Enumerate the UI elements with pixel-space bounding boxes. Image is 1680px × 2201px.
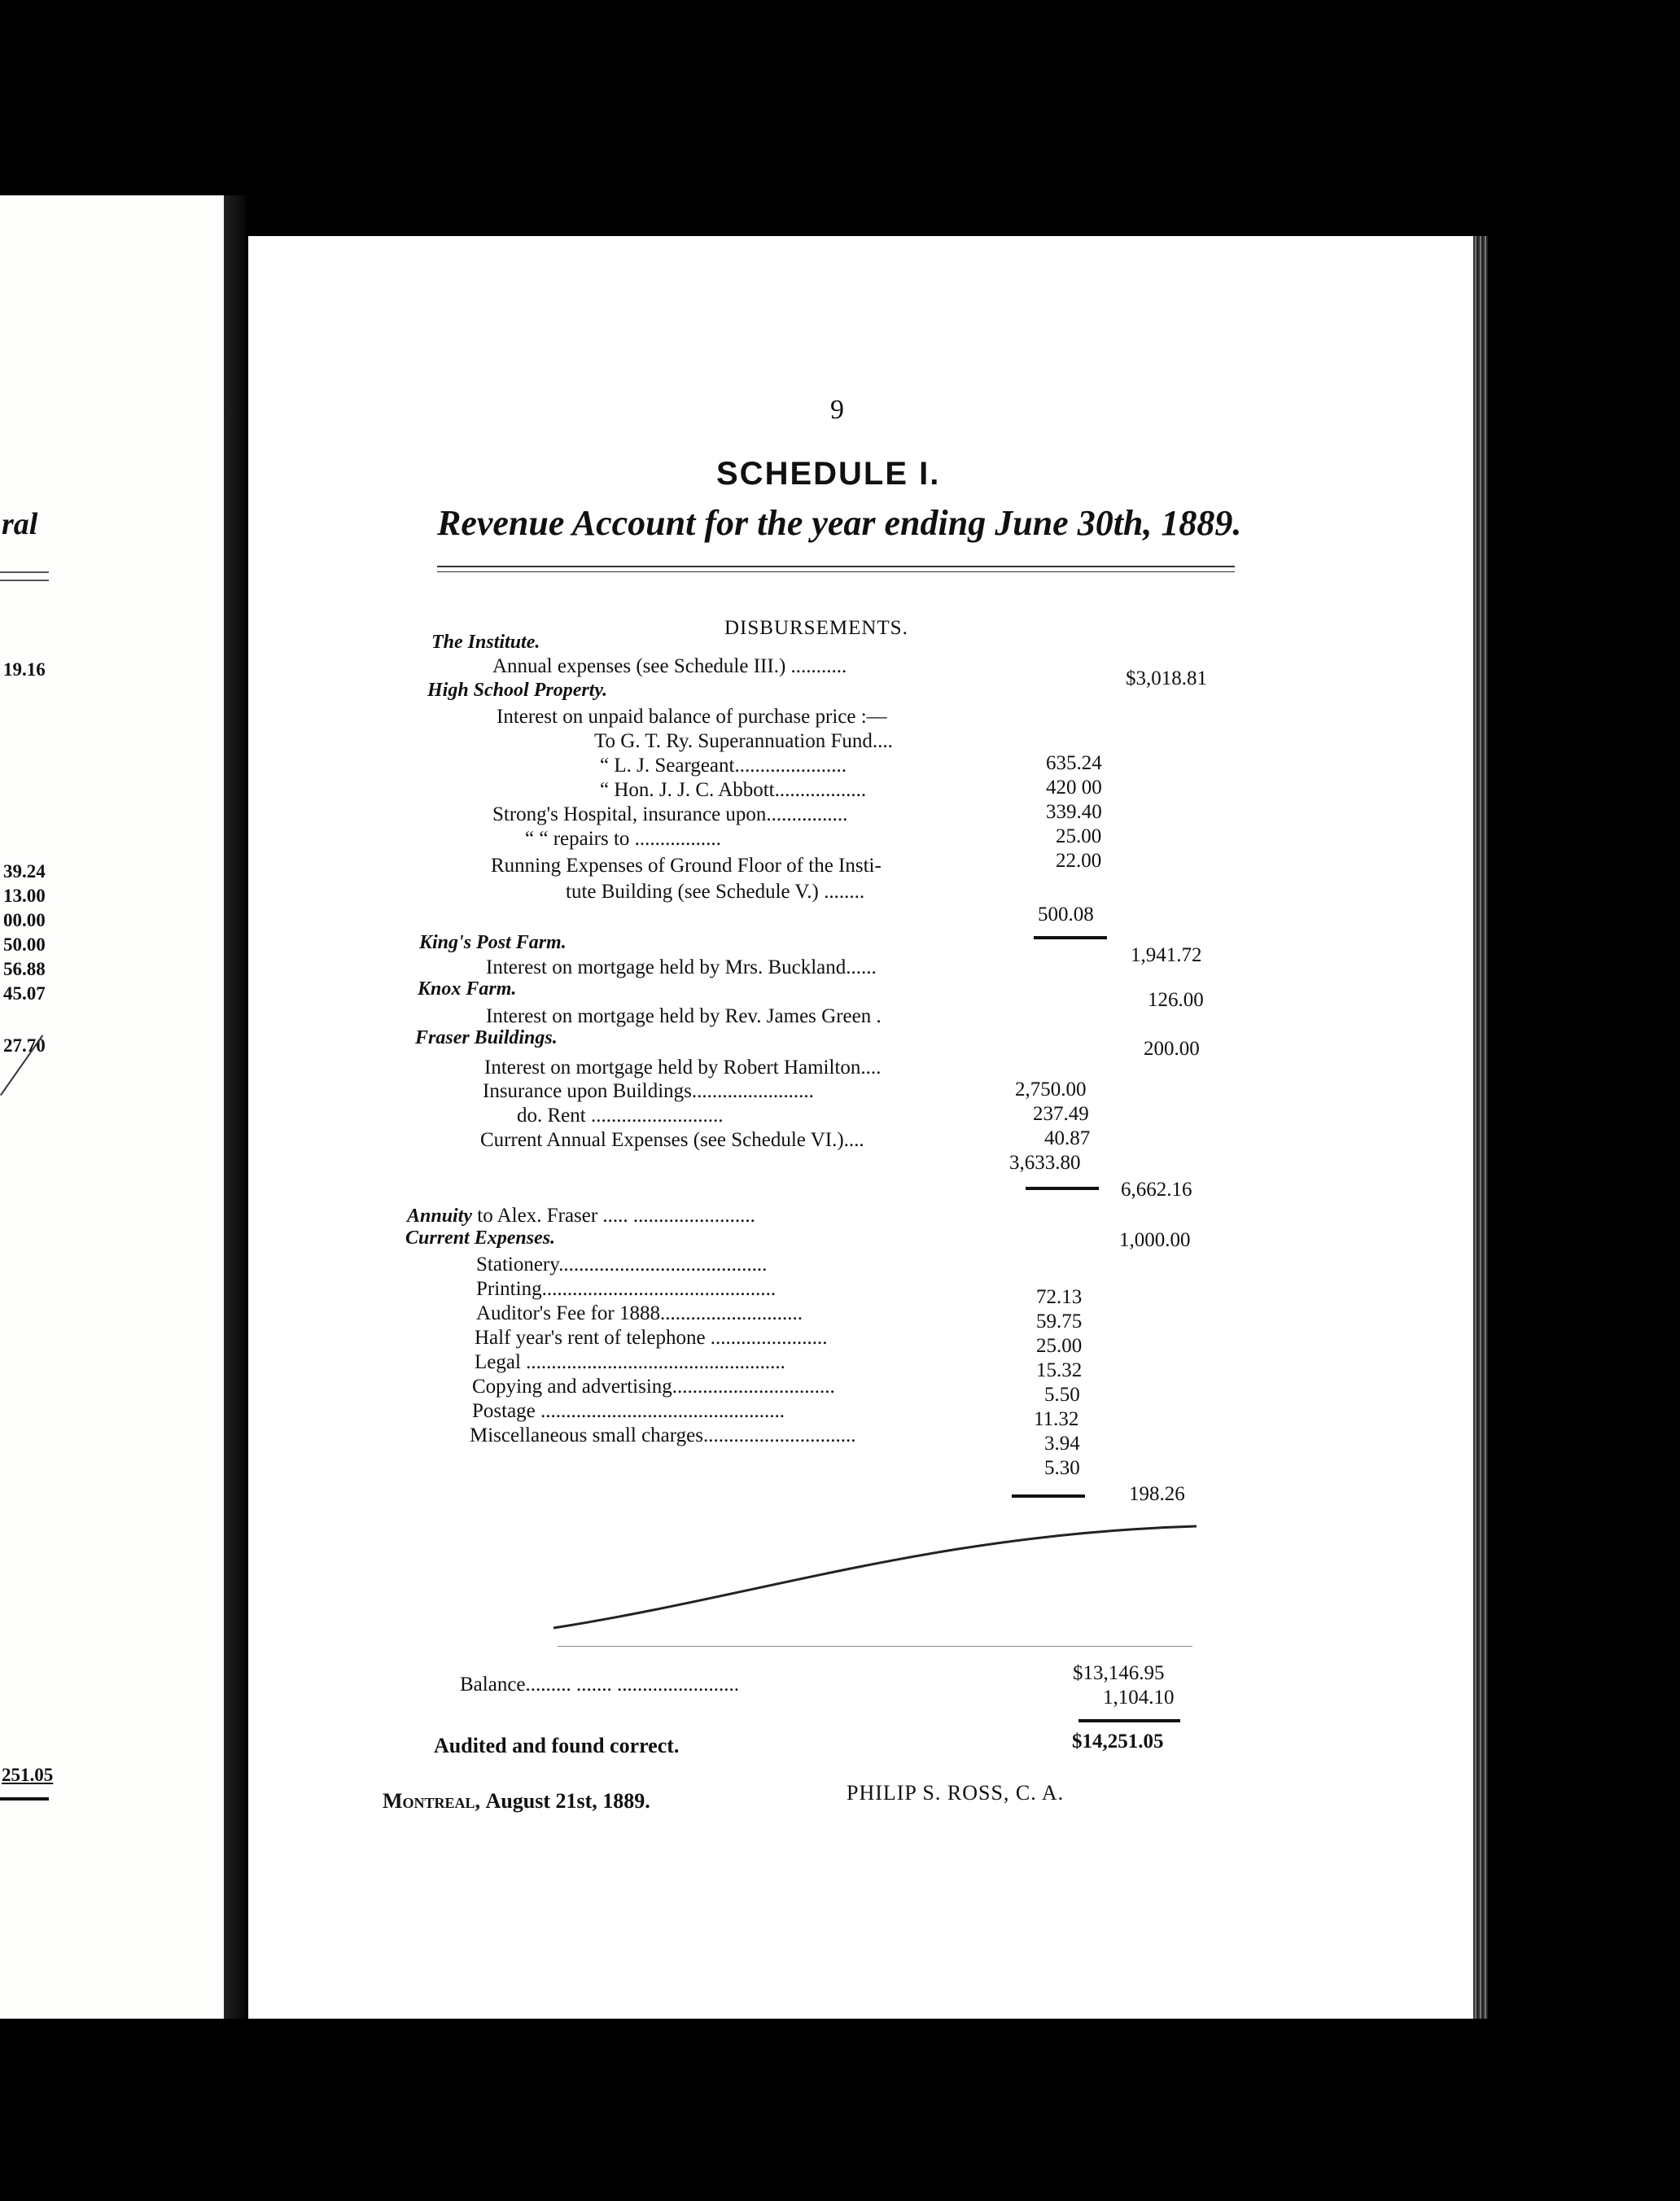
- auditor-signature: PHILIP S. ROSS, C. A.: [847, 1781, 1065, 1805]
- category-fraser: Fraser Buildings.: [415, 1027, 558, 1048]
- line-label: Insurance upon Buildings........................: [483, 1080, 814, 1102]
- amount-copying: 5.50: [1044, 1384, 1080, 1406]
- amount-grand-total: $14,251.05: [1072, 1731, 1164, 1752]
- line-label: “ Hon. J. J. C. Abbott..................: [600, 779, 867, 801]
- line-label: Running Expenses of Ground Floor of the Insti-: [491, 855, 882, 877]
- balance-rule: [558, 1646, 1192, 1647]
- left-heading-fragment: ral: [2, 507, 38, 541]
- left-rule: [0, 580, 49, 581]
- left-value: 13.00: [3, 886, 46, 906]
- amount-legal: 15.32: [1036, 1359, 1083, 1381]
- left-rule: [0, 571, 49, 573]
- line-label: Miscellaneous small charges..............................: [470, 1424, 856, 1446]
- section-heading: DISBURSEMENTS.: [724, 617, 908, 639]
- right-page: [248, 236, 1473, 2019]
- amount-fraser-total: 6,662.16: [1121, 1179, 1192, 1201]
- page-subtitle: Revenue Account for the year ending June 30th, 1889.: [437, 503, 1242, 543]
- amount-running: 500.08: [1038, 904, 1094, 925]
- amount-postage: 11.32: [1034, 1408, 1079, 1430]
- title-rule: [437, 571, 1235, 572]
- left-value: 56.88: [3, 959, 46, 979]
- left-rule: [0, 1797, 49, 1801]
- amount-fraser-current: 3,633.80: [1009, 1152, 1081, 1174]
- amount-seargeant: 420 00: [1046, 777, 1102, 799]
- line-label: Current Annual Expenses (see Schedule VI.)....: [480, 1129, 864, 1151]
- line-label: Postage ................................................: [472, 1400, 785, 1422]
- total-rule: [1078, 1719, 1180, 1722]
- amount-strongs-repairs: 22.00: [1056, 850, 1102, 872]
- line-label: Annual expenses (see Schedule III.) ...........: [492, 655, 847, 677]
- amount-gt-ry: 635.24: [1046, 752, 1102, 774]
- left-value: 19.16: [3, 659, 46, 680]
- title-rule: [437, 566, 1235, 567]
- category-institute: The Institute.: [431, 632, 540, 653]
- left-value: 00.00: [3, 910, 46, 930]
- line-label: Copying and advertising................................: [472, 1376, 835, 1398]
- category-high-school: High School Property.: [427, 680, 608, 701]
- place-date: [383, 1789, 650, 1814]
- line-label: do. Rent ..........................: [517, 1105, 724, 1127]
- amount-subtotal: $13,146.95: [1073, 1662, 1165, 1684]
- amount-kings-post-total: 126.00: [1148, 989, 1204, 1011]
- line-label: Balance......... ....... ........................: [460, 1674, 740, 1696]
- amount-knox-total: 200.00: [1144, 1038, 1200, 1060]
- amount-annual-expenses: $3,018.81: [1126, 667, 1207, 689]
- schedule-title: SCHEDULE I.: [716, 456, 941, 492]
- page-edge: [1473, 236, 1488, 2019]
- audited-note: Audited and found correct.: [434, 1734, 680, 1757]
- left-value: 27.70: [3, 1035, 46, 1056]
- line-label: “ L. J. Seargeant......................: [600, 755, 847, 777]
- date: August 21st, 1889.: [485, 1789, 650, 1813]
- amount-misc-a: 3.94: [1044, 1433, 1080, 1455]
- amount-abbott: 339.40: [1046, 801, 1102, 823]
- annuity-label: Annuity: [407, 1206, 473, 1227]
- amount-auditors-fee: 59.75: [1036, 1311, 1083, 1332]
- amount-fraser-interest: 2,750.00: [1015, 1079, 1087, 1100]
- line-label: Printing..............................................: [476, 1278, 777, 1300]
- annuity-text: to Alex. Fraser ..... ........................: [477, 1205, 755, 1227]
- line-label: Legal ...................................................: [475, 1351, 785, 1373]
- line-label: Interest on mortgage held by Robert Hamilton....: [484, 1057, 882, 1079]
- category-current: Current Expenses.: [405, 1227, 556, 1249]
- page-number: 9: [830, 395, 844, 425]
- place: Montreal,: [383, 1789, 481, 1813]
- amount-printing: 72.13: [1036, 1286, 1083, 1308]
- left-page-fragment: [0, 195, 224, 2019]
- line-label: Strong's Hospital, insurance upon................: [492, 803, 848, 825]
- category-knox: Knox Farm.: [418, 978, 517, 1000]
- line-label: Interest on mortgage held by Rev. James Green .: [486, 1005, 882, 1027]
- left-value: 50.00: [3, 934, 46, 955]
- amount-fraser-insurance: 237.49: [1033, 1103, 1089, 1125]
- line-label: To G. T. Ry. Superannuation Fund....: [594, 730, 893, 752]
- line-label: tute Building (see Schedule V.) ........: [566, 881, 865, 903]
- line-label: “ “ repairs to .................: [525, 828, 721, 850]
- amount-misc-b: 5.30: [1044, 1457, 1080, 1479]
- amount-high-school-total: 1,941.72: [1131, 944, 1202, 966]
- line-annuity: [407, 1205, 755, 1227]
- line-label: Interest on mortgage held by Mrs. Buckland......: [486, 956, 877, 978]
- amount-telephone: 25.00: [1036, 1335, 1083, 1357]
- subtotal-rule: [1026, 1187, 1099, 1190]
- subtotal-rule: [1012, 1494, 1085, 1498]
- amount-balance: 1,104.10: [1103, 1687, 1175, 1709]
- line-label: Half year's rent of telephone .......................: [475, 1327, 828, 1349]
- subtotal-rule: [1034, 936, 1107, 939]
- left-total: 251.05: [2, 1765, 54, 1785]
- category-kings-post: King's Post Farm.: [419, 932, 567, 953]
- left-value: 45.07: [3, 983, 46, 1004]
- line-label: Auditor's Fee for 1888............................: [476, 1302, 803, 1324]
- amount-current-total: 198.26: [1129, 1483, 1185, 1505]
- summation-flourish: [549, 1518, 1201, 1640]
- amount-annuity-total: 1,000.00: [1119, 1229, 1191, 1251]
- line-label: Stationery.........................................: [476, 1254, 768, 1276]
- amount-fraser-rent: 40.87: [1044, 1127, 1091, 1149]
- left-value: 39.24: [3, 861, 46, 882]
- line-label: Interest on unpaid balance of purchase price :—: [497, 706, 887, 728]
- book-gutter: [224, 195, 247, 2019]
- amount-strongs-insurance: 25.00: [1056, 825, 1102, 847]
